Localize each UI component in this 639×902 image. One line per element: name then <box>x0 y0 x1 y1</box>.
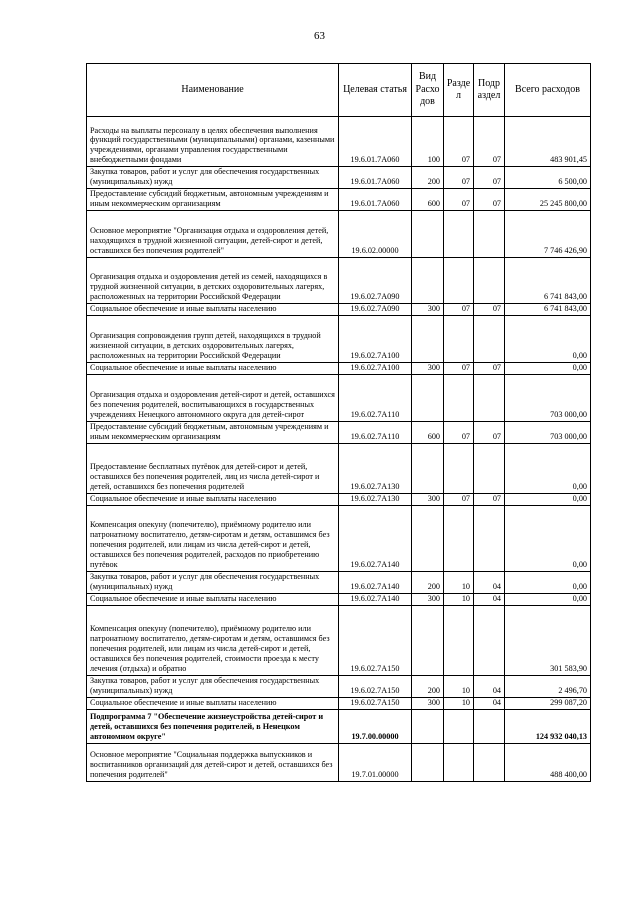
row-vid <box>412 743 444 781</box>
row-total: 0,00 <box>505 493 591 505</box>
row-code: 19.6.02.7А150 <box>339 605 412 675</box>
row-razdel: 07 <box>444 493 474 505</box>
row-name: Организация отдыха и оздоровления детей-сирот и детей, оставшихся без попечения родителей, воспитывающихся в государственных учреждениях Ненецкого автономного округа для детей-сирот <box>87 374 339 421</box>
row-name: Предоставление бесплатных путёвок для детей-сирот и детей, оставшихся без попечения родителей, лиц из числа детей-сирот и детей, оставшихся без попечения родителей <box>87 443 339 493</box>
header-podrazdel: Подр аздел <box>474 64 505 117</box>
row-total: 301 583,90 <box>505 605 591 675</box>
row-total: 6 500,00 <box>505 167 591 189</box>
table-row <box>87 709 591 743</box>
table-row <box>87 258 591 304</box>
table-row <box>87 362 591 374</box>
row-razdel <box>444 211 474 258</box>
row-code: 19.6.02.7А150 <box>339 675 412 697</box>
header-name: Наименование <box>87 64 339 117</box>
row-razdel: 07 <box>444 117 474 167</box>
row-name: Подпрограмма 7 "Обеспечение жизнеустройства детей-сирот и детей, оставшихся без попечения родителей, в Ненецком автономном округе" <box>87 709 339 743</box>
row-name: Предоставление субсидий бюджетным, автономным учреждениям и иным некоммерческим организациям <box>87 421 339 443</box>
row-vid: 300 <box>412 493 444 505</box>
row-razdel: 07 <box>444 304 474 316</box>
row-vid <box>412 315 444 362</box>
table-header-row <box>87 64 591 117</box>
row-podrazdel: 07 <box>474 493 505 505</box>
row-name: Социальное обеспечение и иные выплаты населению <box>87 362 339 374</box>
row-total: 488 400,00 <box>505 743 591 781</box>
row-vid: 200 <box>412 571 444 593</box>
row-podrazdel: 04 <box>474 593 505 605</box>
table-row <box>87 605 591 675</box>
row-podrazdel: 07 <box>474 167 505 189</box>
row-podrazdel <box>474 374 505 421</box>
row-code: 19.6.02.00000 <box>339 211 412 258</box>
table-row <box>87 211 591 258</box>
header-vid: Вид Расхо дов <box>412 64 444 117</box>
row-podrazdel <box>474 743 505 781</box>
row-podrazdel <box>474 443 505 493</box>
row-name: Социальное обеспечение и иные выплаты населению <box>87 493 339 505</box>
table-row <box>87 505 591 571</box>
page-number: 63 <box>314 30 325 42</box>
row-razdel: 10 <box>444 675 474 697</box>
row-razdel: 07 <box>444 167 474 189</box>
row-podrazdel: 04 <box>474 675 505 697</box>
row-total: 0,00 <box>505 315 591 362</box>
table-row <box>87 443 591 493</box>
row-razdel: 10 <box>444 697 474 709</box>
header-total: Всего расходов <box>505 64 591 117</box>
row-vid: 300 <box>412 362 444 374</box>
row-vid <box>412 709 444 743</box>
row-total: 0,00 <box>505 505 591 571</box>
table-row <box>87 743 591 781</box>
row-code: 19.6.02.7А140 <box>339 593 412 605</box>
row-code: 19.6.01.7А060 <box>339 117 412 167</box>
row-code: 19.6.01.7А060 <box>339 167 412 189</box>
row-podrazdel <box>474 211 505 258</box>
row-razdel <box>444 258 474 304</box>
row-total: 6 741 843,00 <box>505 304 591 316</box>
row-total: 299 087,20 <box>505 697 591 709</box>
row-vid: 300 <box>412 304 444 316</box>
row-code: 19.6.02.7А140 <box>339 571 412 593</box>
row-code: 19.6.02.7А090 <box>339 258 412 304</box>
row-vid: 600 <box>412 189 444 211</box>
row-razdel: 07 <box>444 362 474 374</box>
row-vid: 200 <box>412 675 444 697</box>
row-name: Социальное обеспечение и иные выплаты населению <box>87 593 339 605</box>
row-podrazdel <box>474 315 505 362</box>
row-total: 0,00 <box>505 443 591 493</box>
row-code: 19.7.00.00000 <box>339 709 412 743</box>
row-total: 703 000,00 <box>505 421 591 443</box>
row-name: Закупка товаров, работ и услуг для обеспечения государственных (муниципальных) нужд <box>87 167 339 189</box>
row-code: 19.6.02.7А130 <box>339 493 412 505</box>
row-podrazdel: 07 <box>474 362 505 374</box>
table-row <box>87 593 591 605</box>
row-razdel <box>444 443 474 493</box>
row-name: Предоставление субсидий бюджетным, автономным учреждениям и иным некоммерческим организациям <box>87 189 339 211</box>
row-vid <box>412 374 444 421</box>
row-code: 19.6.02.7А100 <box>339 315 412 362</box>
row-total: 124 932 040,13 <box>505 709 591 743</box>
row-vid <box>412 505 444 571</box>
row-name: Организация отдыха и оздоровления детей из семей, находящихся в трудной жизненной ситуации, в детских оздоровительных лагерях, расположенных на территории Российской Федерации <box>87 258 339 304</box>
row-total: 0,00 <box>505 593 591 605</box>
table-row <box>87 421 591 443</box>
row-code: 19.6.02.7А150 <box>339 697 412 709</box>
row-name: Компенсация опекуну (попечителю), приёмному родителю или патронатному воспитателю, детям-сиротам и детям, оставшимся без попечения родителей, или лицам из числа детей-сирот и детей, оставшихся без попечения родителей, стоимости проезда к месту лечения (отдыха) и обратно <box>87 605 339 675</box>
row-code: 19.6.02.7А100 <box>339 362 412 374</box>
row-name: Основное мероприятие "Социальная поддержка выпускников и воспитанников организаций для детей-сирот и детей, оставшихся без попечения родителей" <box>87 743 339 781</box>
row-vid: 200 <box>412 167 444 189</box>
row-razdel <box>444 743 474 781</box>
row-razdel: 10 <box>444 571 474 593</box>
row-name: Социальное обеспечение и иные выплаты населению <box>87 697 339 709</box>
row-podrazdel <box>474 709 505 743</box>
row-total: 25 245 800,00 <box>505 189 591 211</box>
row-razdel <box>444 374 474 421</box>
row-total: 2 496,70 <box>505 675 591 697</box>
table-row <box>87 374 591 421</box>
table-row <box>87 167 591 189</box>
row-podrazdel <box>474 605 505 675</box>
row-code: 19.6.02.7А090 <box>339 304 412 316</box>
row-total: 7 746 426,90 <box>505 211 591 258</box>
row-code: 19.6.02.7А130 <box>339 443 412 493</box>
row-total: 0,00 <box>505 362 591 374</box>
table-row <box>87 315 591 362</box>
row-vid: 300 <box>412 697 444 709</box>
row-code: 19.6.02.7А110 <box>339 374 412 421</box>
table-row <box>87 117 591 167</box>
row-podrazdel: 07 <box>474 304 505 316</box>
row-podrazdel: 04 <box>474 571 505 593</box>
row-razdel <box>444 709 474 743</box>
row-name: Компенсация опекуну (попечителю), приёмному родителю или патронатному воспитателю, детям-сиротам и детям, оставшимся без попечения родителей, или лицам из числа детей-сирот и детей, оставшихся без попечения родителей, расходов по приобретению путёвок <box>87 505 339 571</box>
row-total: 483 901,45 <box>505 117 591 167</box>
row-total: 703 000,00 <box>505 374 591 421</box>
row-code: 19.6.02.7А110 <box>339 421 412 443</box>
row-name: Социальное обеспечение и иные выплаты населению <box>87 304 339 316</box>
row-name: Основное мероприятие "Организация отдыха и оздоровления детей, находящихся в трудной жизненной ситуации, детей-сирот и детей, оставшихся без попечения родителей" <box>87 211 339 258</box>
row-vid <box>412 443 444 493</box>
header-code: Целевая статья <box>339 64 412 117</box>
row-total: 6 741 843,00 <box>505 258 591 304</box>
table-body <box>87 117 591 782</box>
row-podrazdel <box>474 505 505 571</box>
row-razdel: 07 <box>444 189 474 211</box>
row-podrazdel: 07 <box>474 117 505 167</box>
row-code: 19.6.01.7А060 <box>339 189 412 211</box>
table-row <box>87 189 591 211</box>
row-razdel <box>444 315 474 362</box>
budget-table <box>86 63 591 782</box>
row-code: 19.6.02.7А140 <box>339 505 412 571</box>
table-row <box>87 697 591 709</box>
table-row <box>87 571 591 593</box>
table-row <box>87 493 591 505</box>
row-podrazdel <box>474 258 505 304</box>
row-name: Расходы на выплаты персоналу в целях обеспечения выполнения функций государственными (муниципальными) органами, казенными учреждениями, органами управления государственными внебюджетными фондами <box>87 117 339 167</box>
row-razdel: 07 <box>444 421 474 443</box>
header-razdel: Разде л <box>444 64 474 117</box>
row-name: Закупка товаров, работ и услуг для обеспечения государственных (муниципальных) нужд <box>87 675 339 697</box>
table-row <box>87 304 591 316</box>
row-podrazdel: 07 <box>474 189 505 211</box>
row-razdel <box>444 505 474 571</box>
row-code: 19.7.01.00000 <box>339 743 412 781</box>
row-total: 0,00 <box>505 571 591 593</box>
row-vid: 100 <box>412 117 444 167</box>
row-name: Закупка товаров, работ и услуг для обеспечения государственных (муниципальных) нужд <box>87 571 339 593</box>
row-razdel <box>444 605 474 675</box>
row-vid: 300 <box>412 593 444 605</box>
table-row <box>87 675 591 697</box>
row-vid: 600 <box>412 421 444 443</box>
row-podrazdel: 04 <box>474 697 505 709</box>
row-vid <box>412 258 444 304</box>
row-razdel: 10 <box>444 593 474 605</box>
row-name: Организация сопровождения групп детей, находящихся в трудной жизненной ситуации, в детских оздоровительных лагерях, расположенных на территории Российской Федерации <box>87 315 339 362</box>
row-vid <box>412 605 444 675</box>
row-vid <box>412 211 444 258</box>
row-podrazdel: 07 <box>474 421 505 443</box>
